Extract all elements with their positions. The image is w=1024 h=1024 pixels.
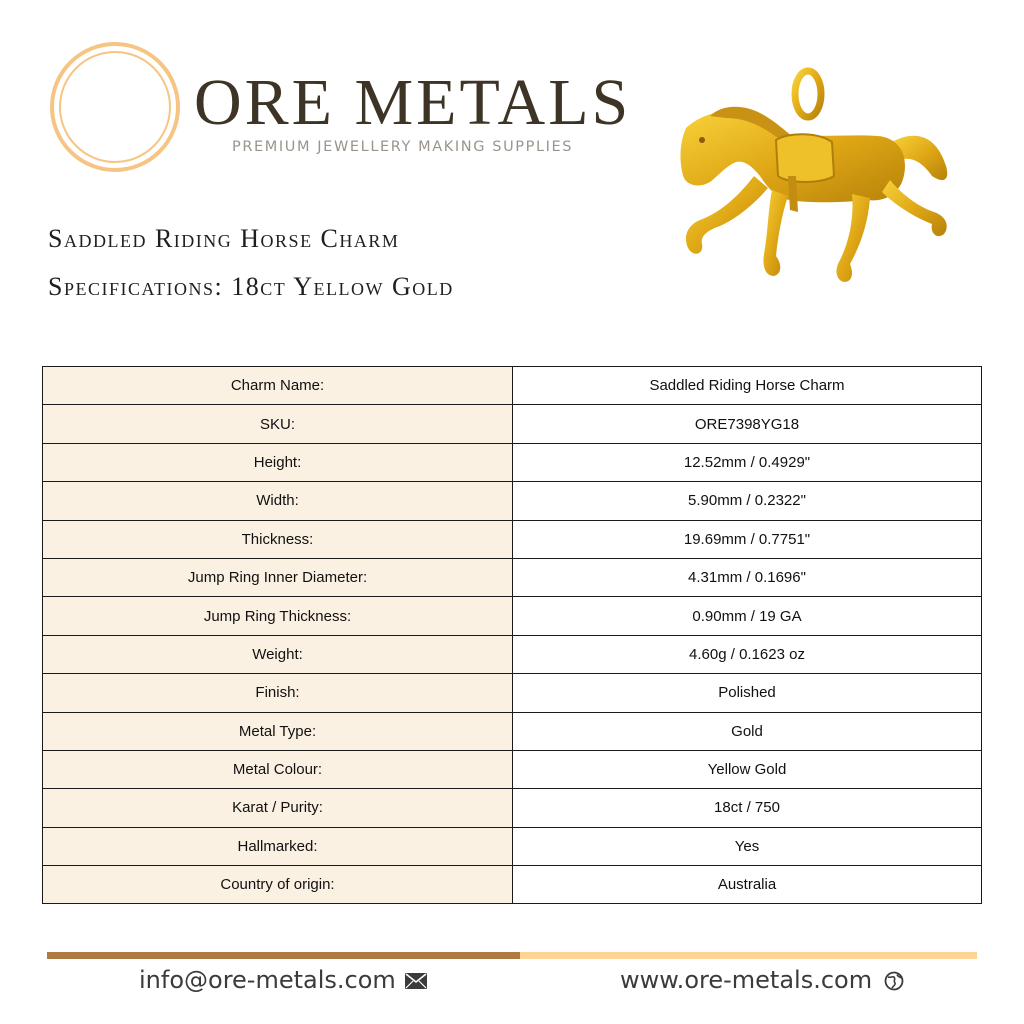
table-row — [43, 482, 982, 520]
table-row — [43, 367, 982, 405]
spec-value: Yes — [513, 827, 982, 865]
website-link[interactable]: www.ore-metals.com — [620, 966, 873, 994]
spec-value: 4.60g / 0.1623 oz — [513, 635, 982, 673]
table-row — [43, 635, 982, 673]
product-title: Saddled Riding Horse Charm — [48, 224, 400, 253]
specifications-table — [42, 366, 982, 904]
spec-value: Australia — [513, 866, 982, 904]
globe-icon[interactable] — [884, 971, 904, 991]
spec-label: Karat / Purity: — [43, 789, 513, 827]
spec-label: Charm Name: — [43, 367, 513, 405]
spec-label: Metal Type: — [43, 712, 513, 750]
spec-label: Metal Colour: — [43, 750, 513, 788]
spec-label: Finish: — [43, 674, 513, 712]
spec-value: 18ct / 750 — [513, 789, 982, 827]
spec-value: Polished — [513, 674, 982, 712]
brand-name: ORE METALS — [194, 66, 632, 139]
spec-label: Country of origin: — [43, 866, 513, 904]
spec-value: 12.52mm / 0.4929" — [513, 443, 982, 481]
spec-value: 0.90mm / 19 GA — [513, 597, 982, 635]
spec-value: ORE7398YG18 — [513, 405, 982, 443]
spec-value: Yellow Gold — [513, 750, 982, 788]
spec-value: 4.31mm / 0.1696" — [513, 558, 982, 596]
spec-value: 19.69mm / 0.7751" — [513, 520, 982, 558]
spec-label: Thickness: — [43, 520, 513, 558]
table-row — [43, 789, 982, 827]
spec-value: 5.90mm / 0.2322" — [513, 482, 982, 520]
spec-label: SKU: — [43, 405, 513, 443]
horse-charm-image — [664, 64, 954, 290]
envelope-icon[interactable] — [405, 973, 427, 989]
table-row — [43, 443, 982, 481]
spec-label: Jump Ring Inner Diameter: — [43, 558, 513, 596]
footer-divider-dark — [47, 952, 520, 959]
specifications-line: Specifications: 18ct Yellow Gold — [48, 272, 454, 301]
spec-label: Hallmarked: — [43, 827, 513, 865]
email-link[interactable]: info@ore-metals.com — [139, 966, 396, 994]
table-row — [43, 558, 982, 596]
spec-label: Jump Ring Thickness: — [43, 597, 513, 635]
spec-value: Gold — [513, 712, 982, 750]
table-row — [43, 712, 982, 750]
table-row — [43, 674, 982, 712]
logo-ring-icon — [49, 41, 181, 173]
table-row — [43, 597, 982, 635]
spec-label: Width: — [43, 482, 513, 520]
spec-label: Weight: — [43, 635, 513, 673]
table-row — [43, 827, 982, 865]
spec-value: Saddled Riding Horse Charm — [513, 367, 982, 405]
table-row — [43, 405, 982, 443]
footer-divider-light — [520, 952, 977, 959]
table-row — [43, 866, 982, 904]
table-row — [43, 750, 982, 788]
brand-tagline: PREMIUM JEWELLERY MAKING SUPPLIES — [232, 139, 574, 155]
spec-label: Height: — [43, 443, 513, 481]
table-row — [43, 520, 982, 558]
